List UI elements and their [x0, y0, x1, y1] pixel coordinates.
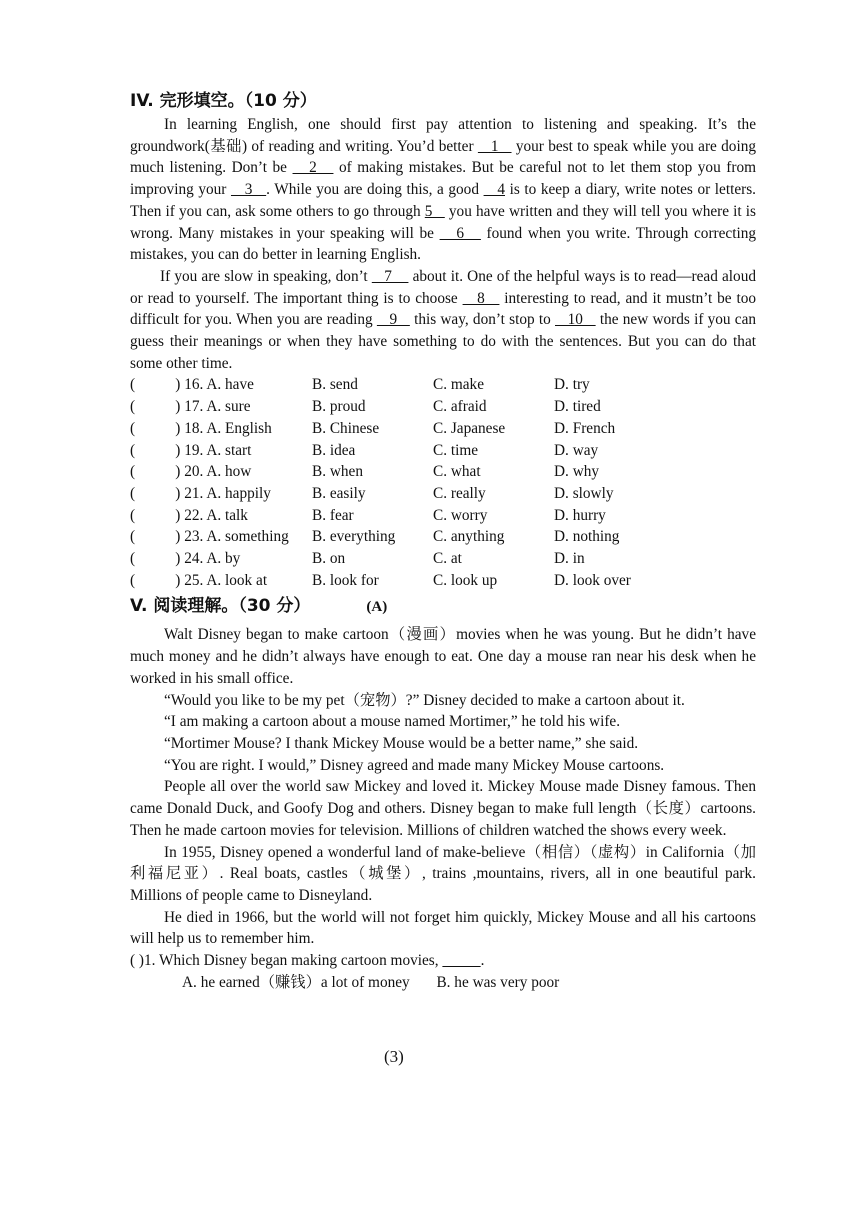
section-5-header	[130, 593, 756, 619]
cloze-blank: 4	[483, 181, 505, 199]
paragraph-text: of making mistakes. But be careful not to let them stop you from improving your	[130, 159, 756, 199]
option-c: C. make	[433, 376, 484, 394]
option-c: C. time	[433, 441, 479, 459]
cloze-blank: 8	[462, 289, 500, 307]
option-b: B. easily	[312, 484, 366, 502]
option-b: B. proud	[312, 398, 366, 416]
question-option-a: ) 24. A. by	[160, 550, 241, 568]
cloze-blank: 3	[230, 181, 267, 199]
question-option-a: ) 20. A. how	[160, 463, 252, 481]
cloze-blank: 10	[555, 311, 596, 329]
paragraph-text: this way, don’t stop to	[409, 311, 555, 329]
answer-bracket: (	[130, 398, 136, 416]
cloze-options-list	[130, 374, 756, 591]
paragraph-text: the new words if you can guess their meanings or when they have something to do with the sentences. But you can do that some other time.	[130, 311, 757, 372]
question-option-a: ) 23. A. something	[160, 528, 289, 546]
question-option-a: ) 19. A. start	[160, 441, 252, 459]
cloze-blank: 9	[376, 311, 410, 329]
paragraph-text: In learning English, one should first pay attention to listening and speaking. It’s the groundwork(基础) of reading and writing. You’d better	[130, 116, 756, 155]
question-option-a: ) 17. A. sure	[160, 398, 251, 416]
reading-paragraph: Walt Disney began to make cartoon（漫画）movies when he was young. But he didn’t have much money and he didn’t always have enough to eat. One day a mouse ran near his desk when he worked in his small office.	[130, 626, 756, 687]
answer-bracket: (	[130, 376, 136, 394]
reading-paragraph: “Mortimer Mouse? I thank Mickey Mouse would be a better name,” she said.	[164, 734, 639, 752]
option-b: B. on	[312, 550, 346, 568]
option-d: D. way	[554, 441, 599, 459]
option-d: D. try	[554, 376, 590, 394]
option-b: B. when	[312, 463, 363, 481]
cloze-blank: 5	[424, 202, 445, 220]
reading-paragraph: People all over the world saw Mickey and loved it. Mickey Mouse made Disney famous. Then came Donald Duck, and Goofy Dog and others. Disney began to make full length（长度）cartoons. Then he made cartoon movies for television. Millions of children watched the shows every week.	[130, 778, 756, 839]
option-d: D. tired	[554, 398, 601, 416]
answer-bracket: (	[130, 528, 136, 546]
option-d: D. nothing	[554, 528, 620, 546]
option-d: D. why	[554, 463, 600, 481]
option-b: B. send	[312, 376, 358, 394]
paragraph-text: . While you are doing this, a good	[266, 181, 484, 199]
question-1-options: A. he earned（赚钱）a lot of money B. he was very poor	[182, 973, 560, 991]
option-d: D. hurry	[554, 506, 606, 524]
option-c: C. at	[433, 550, 462, 568]
answer-bracket: (	[130, 550, 136, 568]
option-c: C. really	[433, 484, 486, 502]
option-b: B. idea	[312, 441, 356, 459]
question-option-a: ) 16. A. have	[160, 376, 254, 394]
section-5-heading: V. 阅读理解。（30 分）	[130, 596, 311, 617]
paragraph-text: your best to speak while you are doing much listening. Don’t be	[130, 137, 757, 177]
option-b: B. everything	[312, 528, 396, 546]
option-b: B. look for	[312, 571, 379, 589]
part-label: (A)	[366, 599, 388, 616]
answer-bracket: (	[130, 463, 136, 481]
question-option-a: ) 25. A. look at	[160, 571, 268, 589]
option-c: C. Japanese	[433, 419, 506, 437]
option-c: C. look up	[433, 571, 498, 589]
question-option-a: ) 18. A. English	[160, 419, 272, 437]
cloze-paragraph-1	[130, 114, 756, 266]
paragraph-text: interesting to read, and it mustn’t be too difficult for you. When you are reading	[130, 289, 756, 329]
answer-bracket: (	[130, 506, 136, 524]
paragraph-text: found when you write. Through correcting mistakes, you can do better in learning English.	[130, 224, 757, 264]
option-c: C. what	[433, 463, 481, 481]
question-option-a: ) 22. A. talk	[160, 506, 248, 524]
question-option-a: ) 21. A. happily	[160, 484, 271, 502]
paragraph-text: If you are slow in speaking, don’t	[160, 267, 372, 285]
answer-bracket: (	[130, 571, 136, 589]
paragraph-text: is to keep a diary, write notes or letters. Then if you can, ask some others to go through	[130, 181, 756, 220]
cloze-blank: 6	[439, 224, 481, 242]
question-1-end: .	[480, 952, 485, 970]
reading-paragraph: In 1955, Disney opened a wonderful land of make-believe（相信）（虚构）in California（加利福尼亚）. Real boats, castles（城堡）, trains ,mountains, rivers, all in one beautiful park. Millions of people came to Disneyland.	[130, 843, 756, 904]
option-d: D. French	[554, 419, 616, 437]
reading-paragraph: “I am making a cartoon about a mouse named Mortimer,” he told his wife.	[164, 713, 621, 731]
question-1	[130, 950, 756, 972]
paragraph-text: about it. One of the helpful ways is to read—read aloud or read to yourself. The important thing is to choose	[130, 267, 756, 307]
question-1-text: ( )1. Which Disney began making cartoon movies,	[130, 952, 439, 970]
cloze-blank: 7	[371, 267, 409, 285]
option-d: D. slowly	[554, 484, 614, 502]
option-c: C. afraid	[433, 398, 487, 416]
reading-paragraph: He died in 1966, but the world will not forget him quickly, Mickey Mouse and all his cartoons will help us to remember him.	[130, 908, 756, 948]
answer-bracket: (	[130, 441, 136, 459]
question-1-blank	[442, 952, 480, 969]
reading-paragraph: “You are right. I would,” Disney agreed and made many Mickey Mouse cartoons.	[164, 756, 665, 774]
option-d: D. look over	[554, 571, 631, 589]
option-c: C. worry	[433, 506, 488, 524]
option-b: B. Chinese	[312, 419, 380, 437]
exam-page	[130, 88, 756, 993]
cloze-paragraph-2	[130, 266, 756, 375]
reading-passage	[130, 624, 756, 950]
answer-bracket: (	[130, 484, 136, 502]
page-number: (3)	[384, 1047, 404, 1066]
option-d: D. in	[554, 550, 585, 568]
paragraph-text: you have written and they will tell you where it is wrong. Many mistakes in your speaking will be	[130, 202, 757, 242]
option-c: C. anything	[433, 528, 505, 546]
section-4-heading: IV. 完形填空。（10 分）	[130, 91, 317, 111]
reading-paragraph: “Would you like to be my pet（宠物）?” Disney decided to make a cartoon about it.	[164, 691, 685, 709]
option-b: B. fear	[312, 506, 354, 524]
cloze-blank: 1	[477, 137, 512, 155]
cloze-blank: 2	[292, 159, 334, 177]
answer-bracket: (	[130, 419, 136, 437]
